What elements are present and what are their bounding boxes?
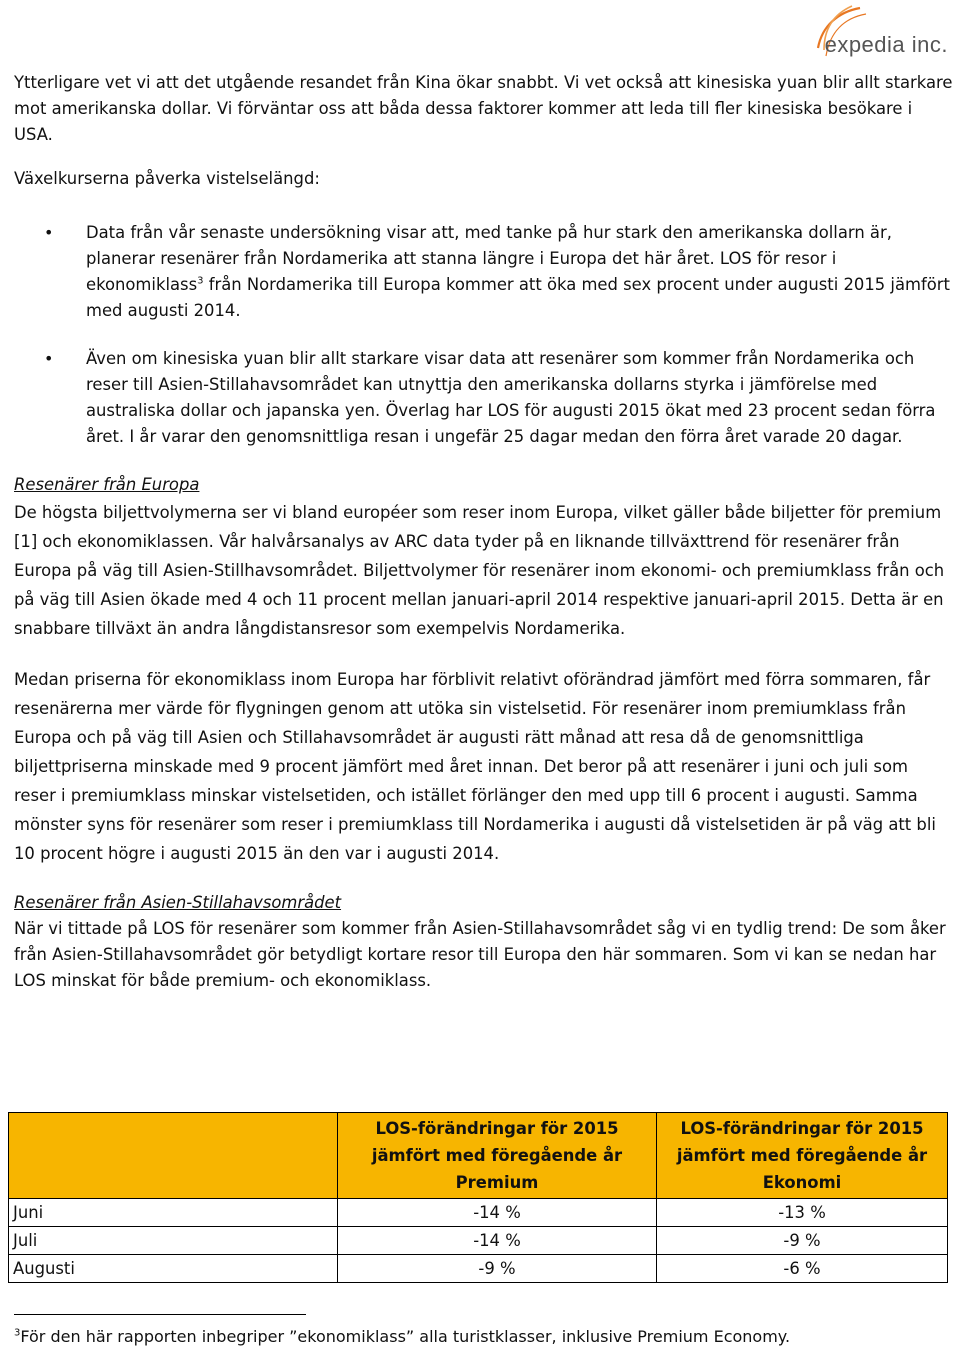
row-month: Augusti [9, 1255, 338, 1283]
europe-paragraph-1: De högsta biljettvolymerna ser vi bland européer som reser inom Europa, vilket gäller både biljetter för premium [1] och ekonomiklassen. Vår halvårsanalys av ARC data tyder på en liknande tillväxttrend för resenärer från Europa på väg till Asien-Stillhavsområdet. Biljettvolymer för resenärer inom ekonomi- och premiumklass från och på väg till Asien ökade med 4 och 11 procent mellan januari-april 2014 respektive januari-april 2015. Detta är en snabbare tillväxt än andra långdistansresor som exempelvis Nordamerika. [14, 503, 945, 638]
table-row [9, 1227, 948, 1255]
header-cell-ekonomi: LOS-förändringar för 2015 jämfört med föregående år Ekonomi [657, 1113, 948, 1199]
footnote-text: För den här rapporten inbegriper ”ekonomiklass” alla turistklasser, inklusive Premium Economy. [20, 1327, 791, 1346]
footnote-divider [14, 1314, 306, 1315]
bullet-list [14, 220, 954, 450]
bullet-icon: • [44, 223, 54, 242]
europe-paragraph-2: Medan priserna för ekonomiklass inom Europa har förblivit relativt oförändrad jämfört med förra sommaren, får resenärerna mer värde för flygningen genom att utöka sin vistelsetid. För resenärer inom premiumklass från Europa och på väg till Asien och Stillahavsområdet är augusti rätt månad att resa då de genomsnittliga biljettpriserna minskade med 9 procent jämfört med året innan. Det beror på att resenärer i juni och juli som reser i premiumklass minskar vistelsetiden, och istället förlänger den med upp till 6 procent i augusti. Samma mönster syns för resenärer som reser i premiumklass till Nordamerika i augusti då vistelsetiden är på väg att bli 10 procent högre i augusti 2015 än den var i augusti 2014. [14, 670, 936, 863]
footnote-mark: 3 [14, 1327, 21, 1339]
footnote-ref: 3 [197, 275, 204, 287]
europe-section-title: Resenärer från Europa [14, 475, 200, 494]
header-cell-empty [9, 1113, 338, 1199]
row-month: Juni [9, 1199, 338, 1227]
row-month: Juli [9, 1227, 338, 1255]
los-table [8, 1112, 948, 1283]
exchange-rate-heading: Växelkurserna påverka vistelselängd: [14, 169, 320, 188]
expedia-logo [798, 4, 948, 64]
asia-section-title: Resenärer från Asien-Stillahavsområdet [14, 893, 342, 912]
asia-paragraph: När vi tittade på LOS för resenärer som kommer från Asien-Stillahavsområdet såg vi en tydlig trend: De som åker från Asien-Stillahavsområdet gör betydligt kortare resor till Europa den här sommaren. Som vi kan se nedan har LOS minskat för både premium- och ekonomiklass. [14, 919, 946, 990]
list-item [14, 346, 954, 450]
header-cell-premium: LOS-förändringar för 2015 jämfört med föregående år Premium [338, 1113, 657, 1199]
bullet-icon: • [44, 349, 54, 368]
row-premium: -14 % [338, 1199, 657, 1227]
row-premium: -9 % [338, 1255, 657, 1283]
table-row [9, 1199, 948, 1227]
document-body [14, 70, 954, 994]
bullet-text-1a: Data från vår senaste undersökning visar att, med tanke på hur stark den amerikanska dollarn är, planerar resenärer från Nordamerika att stanna längre i Europa det här året. LOS för resor i ekonomiklass [86, 223, 892, 294]
row-premium: -14 % [338, 1227, 657, 1255]
table-row [9, 1255, 948, 1283]
row-ekonomi: -13 % [657, 1199, 948, 1227]
intro-paragraph: Ytterligare vet vi att det utgående resandet från Kina ökar snabbt. Vi vet också att kinesiska yuan blir allt starkare mot amerikanska dollar. Vi förväntar oss att båda dessa faktorer kommer att leda till fler kinesiska besökare i USA. [14, 73, 953, 144]
row-ekonomi: -6 % [657, 1255, 948, 1283]
logo-text: expedia inc. [824, 32, 948, 57]
bullet-text-1b: från Nordamerika till Europa kommer att öka med sex procent under augusti 2015 jämfört med augusti 2014. [86, 275, 950, 320]
list-item [14, 220, 954, 324]
bullet-text-2: Även om kinesiska yuan blir allt starkare visar data att resenärer som kommer från Nordamerika och reser till Asien-Stillahavsområdet kan utnyttja den amerikanska dollarns styrka i jämförelse med australiska dollar och japanska yen. Överlag har LOS för augusti 2015 ökat med 23 procent sedan förra året. I år varar den genomsnittliga resan i ungefär 25 dagar medan den förra året varade 20 dagar. [86, 349, 936, 446]
row-ekonomi: -9 % [657, 1227, 948, 1255]
footnote [14, 1326, 790, 1348]
table-header-row [9, 1113, 948, 1199]
